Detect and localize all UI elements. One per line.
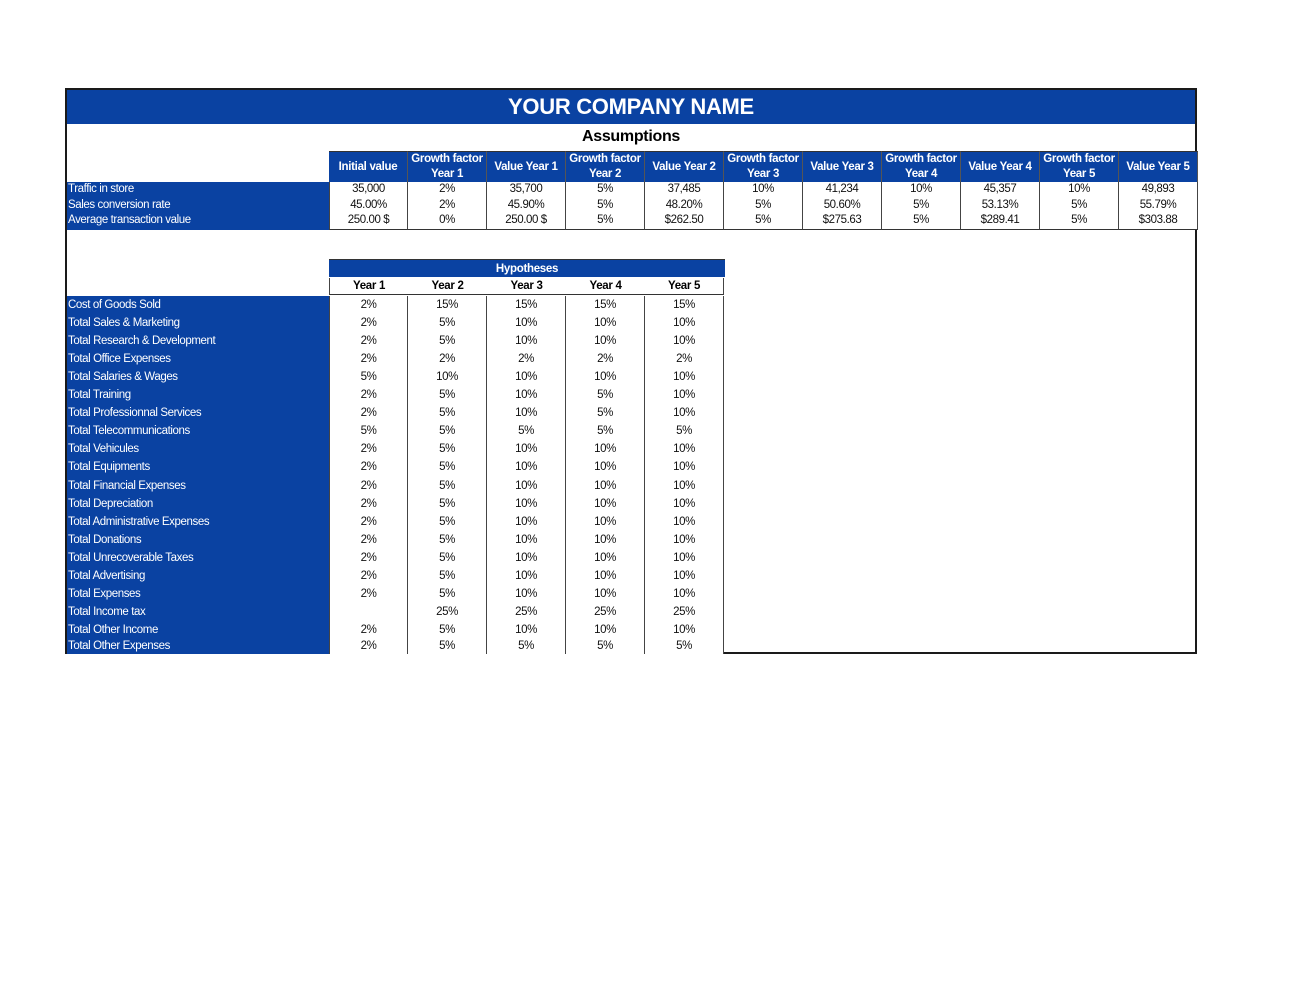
row-label: Total Salaries & Wages [68,371,178,384]
hypothesis-cell[interactable]: 5% [439,317,455,330]
hypothesis-cell[interactable]: 10% [673,515,695,528]
hypothesis-cell[interactable]: 10% [673,317,695,330]
hypothesis-cell[interactable]: 5% [597,389,613,402]
hypothesis-cell[interactable]: 10% [594,371,616,384]
hypothesis-cell[interactable]: 10% [594,623,616,636]
hypothesis-cell[interactable]: 5% [439,533,455,546]
hypothesis-cell[interactable]: 10% [673,497,695,510]
hypothesis-cell[interactable]: 5% [360,425,377,438]
assumption-cell[interactable]: 10% [1068,183,1090,195]
assumption-cell[interactable]: 35,000 [352,183,385,195]
hypothesis-cell[interactable]: 10% [594,533,616,546]
hypothesis-cell[interactable]: 2% [360,389,377,402]
hypothesis-cell[interactable]: 5% [439,623,455,636]
assumptions-heading: Assumptions [581,128,681,145]
assumptions-value-column [566,182,645,230]
hypothesis-cell[interactable]: 5% [597,407,613,420]
hypotheses-value-column [329,296,408,654]
hypothesis-cell[interactable]: 25% [436,605,458,618]
hypothesis-cell[interactable]: 5% [597,639,613,652]
hypothesis-cell[interactable]: 5% [360,371,377,384]
hypothesis-cell[interactable]: 5% [439,515,455,528]
hypotheses-value-column [408,296,487,654]
hypothesis-cell[interactable]: 10% [673,335,695,348]
row-label: Total Unrecoverable Taxes [68,551,194,564]
hypothesis-cell[interactable]: 5% [439,443,455,456]
row-label: Total Sales & Marketing [68,317,180,330]
hypothesis-cell[interactable]: 10% [515,335,537,348]
assumptions-column-header: Growth factor Year 1 [408,151,487,182]
hypotheses-year-header: Year 3 [487,278,566,295]
hypothesis-cell[interactable]: 2% [360,353,377,366]
hypothesis-cell[interactable]: 5% [676,425,692,438]
assumptions-value-column [882,182,961,230]
hypothesis-cell[interactable]: 10% [515,623,537,636]
hypotheses-year-header: Year 2 [408,278,487,295]
assumption-cell[interactable]: $275.63 [822,214,862,226]
hypothesis-cell[interactable]: 2% [676,353,692,366]
hypothesis-cell[interactable]: 10% [515,389,537,402]
row-label: Traffic in store [68,183,134,195]
hypothesis-cell[interactable]: 2% [360,335,377,348]
hypothesis-cell[interactable]: 10% [515,533,537,546]
hypotheses-heading: Hypotheses [329,259,725,277]
hypothesis-cell[interactable]: 15% [436,299,458,311]
hypothesis-cell[interactable]: 5% [518,425,534,438]
row-label: Total Other Expenses [68,639,170,652]
assumption-cell[interactable]: 5% [913,214,929,226]
hypothesis-cell[interactable]: 10% [594,443,616,456]
assumption-cell[interactable]: 45.00% [350,198,387,211]
row-label: Total Depreciation [68,497,153,510]
hypothesis-cell[interactable]: 2% [360,515,377,528]
hypothesis-cell[interactable]: 10% [594,497,616,510]
hypothesis-cell[interactable]: 5% [439,425,455,438]
row-label: Total Administrative Expenses [68,515,210,528]
assumptions-column-header: Growth factor Year 3 [724,151,803,182]
assumption-cell[interactable]: 48.20% [665,198,703,211]
hypothesis-cell[interactable]: 2% [597,353,613,366]
assumption-cell[interactable]: 5% [755,214,771,226]
hypothesis-cell[interactable]: 10% [673,371,695,384]
hypotheses-value-column [566,296,645,654]
row-label: Total Advertising [68,569,145,582]
hypothesis-cell[interactable]: 5% [439,639,455,652]
assumption-cell[interactable]: 5% [913,198,929,211]
hypothesis-cell[interactable]: 2% [360,479,377,492]
hypothesis-cell[interactable]: 10% [594,317,616,330]
hypothesis-cell[interactable]: 10% [673,389,695,402]
spreadsheet-sheet [65,88,1197,654]
hypothesis-cell[interactable]: 5% [439,407,455,420]
assumption-cell[interactable]: 50.60% [823,198,861,211]
hypothesis-cell[interactable]: 10% [515,497,537,510]
row-label: Total Research & Development [68,335,216,348]
hypotheses-year-header: Year 5 [645,278,724,295]
hypothesis-cell[interactable]: 25% [594,605,616,618]
assumptions-value-column [408,182,487,230]
assumptions-value-column [487,182,566,230]
hypothesis-cell[interactable]: 5% [439,461,455,474]
assumption-cell[interactable]: 2% [439,198,455,211]
assumptions-column-header: Value Year 5 [1119,151,1198,182]
assumptions-value-column [645,182,724,230]
hypothesis-cell[interactable]: 25% [515,605,537,618]
hypothesis-cell[interactable]: 10% [515,515,537,528]
hypothesis-cell[interactable]: 10% [594,479,616,492]
hypothesis-cell[interactable]: 10% [673,479,695,492]
row-label: Total Training [68,389,131,402]
assumptions-column-header: Value Year 1 [487,151,566,182]
assumptions-value-column [329,182,408,230]
hypothesis-cell[interactable]: 5% [439,389,455,402]
assumption-cell[interactable]: 49,893 [1141,183,1175,195]
assumptions-value-column [1040,182,1119,230]
hypothesis-cell[interactable]: 10% [594,515,616,528]
assumption-cell[interactable]: 5% [597,183,613,195]
row-label: Total Donations [68,533,142,546]
hypothesis-cell[interactable]: 10% [673,461,695,474]
hypothesis-cell[interactable]: 2% [360,569,377,582]
hypothesis-cell[interactable]: 2% [360,587,377,600]
hypothesis-cell[interactable]: 10% [515,407,537,420]
assumptions-column-header: Growth factor Year 4 [882,151,961,182]
hypothesis-cell[interactable]: 10% [673,587,695,600]
hypothesis-cell[interactable]: 2% [360,407,377,420]
hypothesis-cell[interactable]: 5% [597,425,613,438]
hypothesis-cell[interactable]: 10% [594,569,616,582]
assumptions-column-header: Initial value [329,151,408,182]
row-label: Sales conversion rate [68,198,171,211]
assumptions-value-column [803,182,882,230]
hypothesis-cell[interactable]: 5% [439,551,455,564]
assumption-cell[interactable]: 45,357 [983,183,1017,195]
hypothesis-cell[interactable]: 5% [439,569,455,582]
hypothesis-cell[interactable]: 15% [515,299,537,311]
hypothesis-cell[interactable]: 2% [360,317,377,330]
row-label: Total Expenses [68,587,141,600]
assumption-cell[interactable]: 5% [1071,198,1087,211]
assumption-cell[interactable]: 5% [597,214,613,226]
hypothesis-cell[interactable]: 10% [515,443,537,456]
hypothesis-cell[interactable]: 10% [515,461,537,474]
hypothesis-cell[interactable]: 2% [360,461,377,474]
assumptions-value-column [724,182,803,230]
hypotheses-value-column [487,296,566,654]
assumption-cell[interactable]: 5% [755,198,771,211]
assumption-cell[interactable]: 5% [1071,214,1087,226]
assumption-cell[interactable]: 250.00 $ [505,214,547,226]
hypotheses-year-header: Year 1 [329,278,408,295]
hypothesis-cell[interactable]: 5% [439,587,455,600]
assumptions-value-column [1119,182,1198,230]
hypothesis-cell[interactable]: 10% [673,623,695,636]
assumption-cell[interactable]: $289.41 [980,214,1020,226]
hypothesis-cell[interactable]: 10% [594,461,616,474]
hypotheses-value-column [645,296,724,654]
assumption-cell[interactable]: $303.88 [1138,214,1178,226]
hypothesis-cell[interactable]: 10% [515,317,537,330]
assumption-cell[interactable]: 37,485 [667,183,701,195]
row-label: Total Financial Expenses [68,479,186,492]
row-label: Cost of Goods Sold [68,299,161,311]
hypothesis-cell[interactable]: 5% [439,479,455,492]
hypothesis-cell[interactable]: 10% [594,335,616,348]
row-label: Total Telecommunications [68,425,190,438]
hypothesis-cell[interactable]: 10% [436,371,458,384]
hypothesis-cell[interactable]: 2% [518,353,534,366]
hypothesis-cell[interactable]: 10% [673,443,695,456]
assumptions-column-header: Value Year 3 [803,151,882,182]
assumptions-column-header: Value Year 4 [961,151,1040,182]
hypothesis-cell[interactable]: 2% [360,299,377,311]
row-label: Total Office Expenses [68,353,171,366]
hypothesis-cell[interactable]: 15% [673,299,695,311]
hypothesis-cell[interactable]: 10% [673,551,695,564]
assumptions-column-header: Value Year 2 [645,151,724,182]
assumption-cell[interactable]: 0% [439,214,455,226]
hypothesis-cell[interactable]: 15% [594,299,616,311]
hypothesis-cell[interactable]: 10% [673,569,695,582]
hypothesis-cell[interactable]: 10% [515,371,537,384]
row-label: Total Other Income [68,623,158,636]
hypothesis-cell[interactable]: 25% [673,605,695,618]
hypothesis-cell[interactable]: 5% [518,639,534,652]
assumption-cell[interactable]: 250.00 $ [347,214,390,226]
assumption-cell[interactable]: $262.50 [664,214,704,226]
assumptions-column-header: Growth factor Year 2 [566,151,645,182]
hypothesis-cell[interactable]: 10% [515,479,537,492]
assumption-cell[interactable]: 55.79% [1139,198,1177,211]
assumption-cell[interactable]: 5% [597,198,613,211]
row-label: Total Professionnal Services [68,407,202,420]
row-label: Total Income tax [68,605,146,618]
hypothesis-cell[interactable]: 10% [673,407,695,420]
hypothesis-cell[interactable]: 2% [360,533,377,546]
assumption-cell[interactable]: 2% [439,183,455,195]
hypothesis-cell[interactable]: 2% [360,639,377,652]
assumption-cell[interactable]: 10% [910,183,932,195]
hypothesis-cell[interactable]: 10% [515,569,537,582]
assumption-cell[interactable]: 45.90% [507,198,545,211]
assumption-cell[interactable]: 35,700 [509,183,543,195]
hypothesis-cell[interactable]: 10% [594,587,616,600]
hypothesis-cell[interactable]: 10% [594,551,616,564]
assumptions-column-header: Growth factor Year 5 [1040,151,1119,182]
row-label: Total Equipments [68,461,150,474]
assumption-cell[interactable]: 10% [752,183,774,195]
assumption-cell[interactable]: 53.13% [981,198,1019,211]
assumptions-value-column [961,182,1040,230]
hypothesis-cell[interactable]: 10% [673,533,695,546]
row-label: Average transaction value [68,214,191,226]
hypothesis-cell[interactable]: 2% [439,353,455,366]
assumption-cell[interactable]: 41,234 [825,183,859,195]
hypothesis-cell[interactable]: 2% [360,443,377,456]
hypothesis-cell[interactable]: 10% [515,587,537,600]
company-title: YOUR COMPANY NAME [67,90,1195,124]
hypothesis-cell[interactable]: 2% [360,623,377,636]
hypothesis-cell[interactable]: 10% [515,551,537,564]
hypothesis-cell[interactable]: 5% [676,639,692,652]
hypothesis-cell[interactable]: 2% [360,497,377,510]
hypothesis-cell[interactable]: 5% [439,335,455,348]
hypotheses-year-header: Year 4 [566,278,645,295]
hypothesis-cell[interactable]: 5% [439,497,455,510]
row-label: Total Vehicules [68,443,139,456]
hypothesis-cell[interactable]: 2% [360,551,377,564]
